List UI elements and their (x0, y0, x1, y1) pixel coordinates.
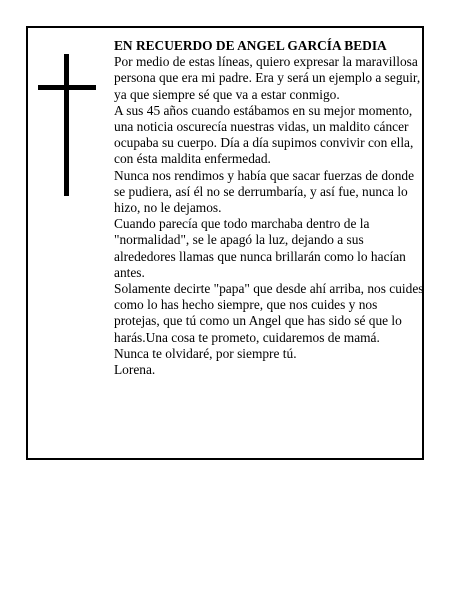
cross-vertical-bar (64, 54, 69, 196)
paragraph-strength: Nunca nos rendimos y había que sacar fuerzas de donde se pudiera, así él no se derrumbaría, y así fue, nunca lo hizo, no le dejamos. (114, 167, 415, 216)
paragraph-illness: A sus 45 años cuando estábamos en su mejor momento, una noticia oscurecía nuestras vidas, un maldito cáncer ocupaba su cuerpo. Día a día supimos convivir con ella, con ésta maldita enfermedad. (114, 102, 414, 167)
paragraph-promise: Nunca te olvidaré, por siempre tú. (114, 345, 297, 361)
paragraph-intro: Por medio de estas líneas, quiero expresar la maravillosa persona que era mi padre. Era y será un ejemplo a seguir, ya que siempre sé que va a estar conmigo. (114, 54, 421, 102)
signature: Lorena. (114, 362, 156, 378)
obituary-title: EN RECUERDO DE ANGEL GARCÍA BEDIA (114, 38, 387, 53)
paragraph-loss: Cuando parecía que todo marchaba dentro de la "normalidad", se le apagó la luz, dejando a sus alrededores llamas que nunca brillarán como lo hacían antes. (114, 216, 406, 280)
paragraph-farewell: Solamente decirte "papa" que desde ahí arriba, nos cuides como lo has hecho siempre, que nos cuides y nos protejas, que tú como un Angel que has sido sé que lo harás.Una cosa te prometo, cuidaremos de mamá. (114, 281, 424, 345)
obituary-text (114, 38, 424, 378)
cross-horizontal-bar (38, 85, 96, 90)
